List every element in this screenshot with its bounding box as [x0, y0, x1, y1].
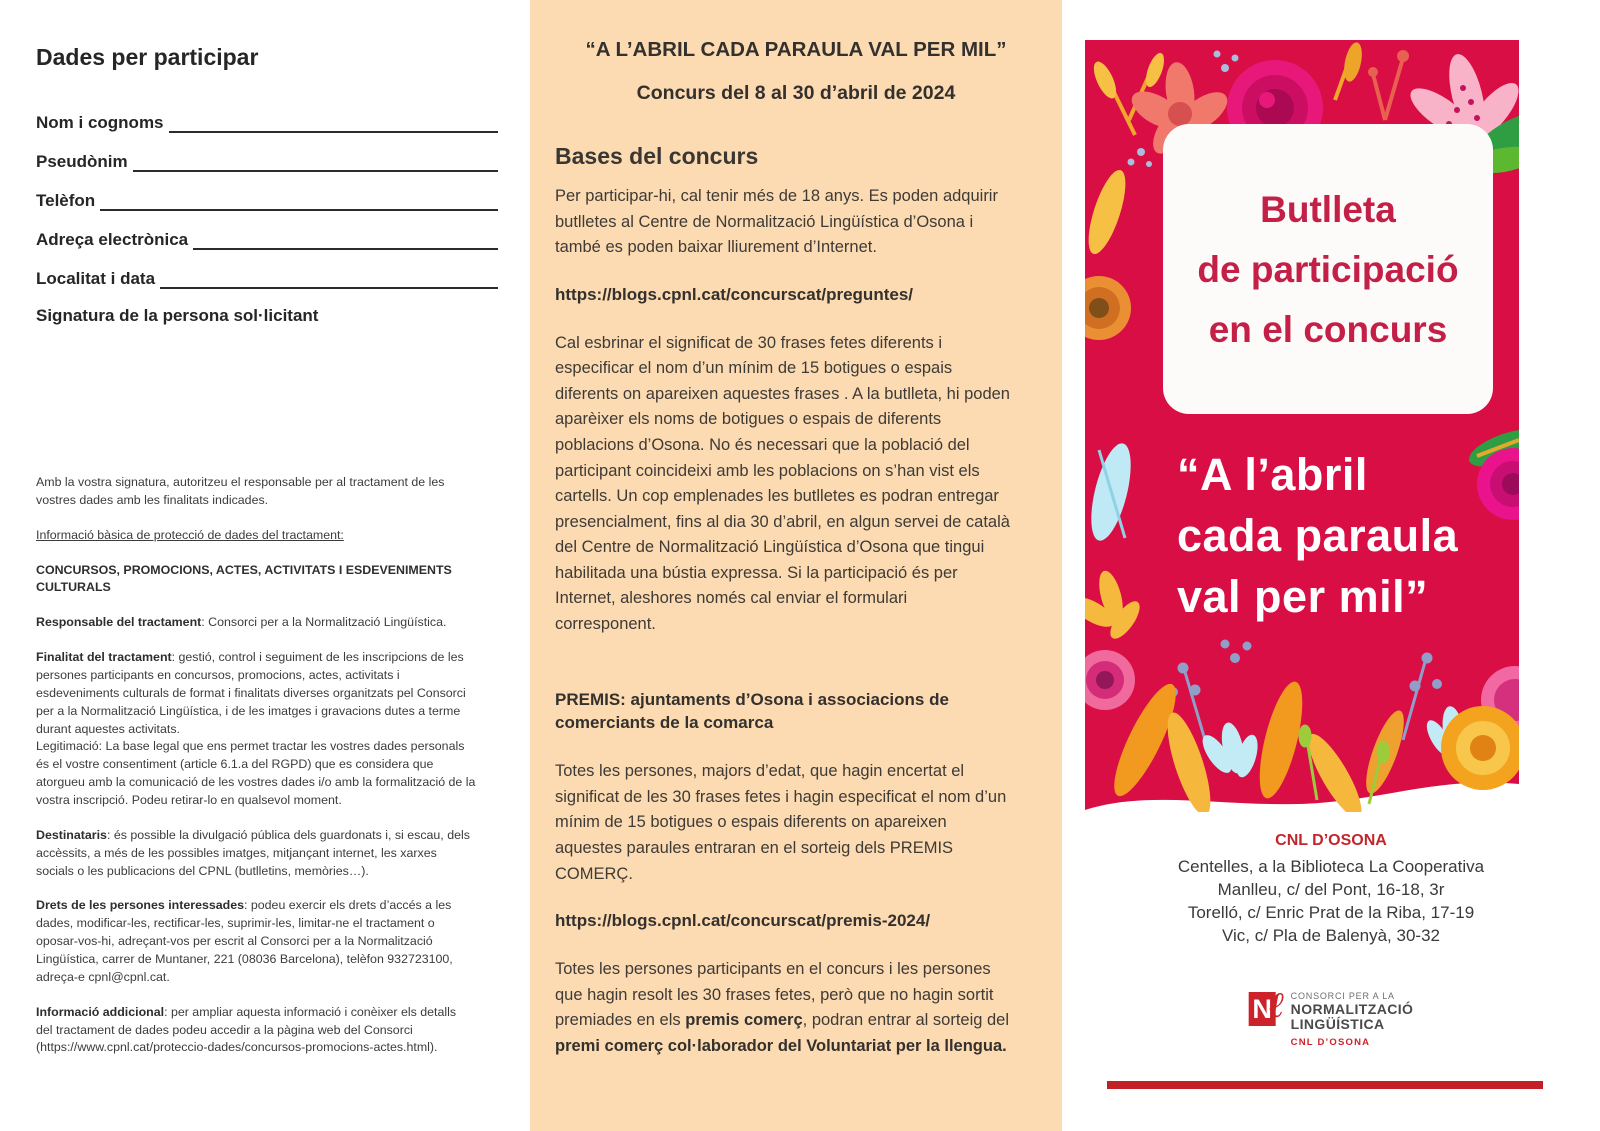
contest-poster [1085, 40, 1519, 812]
drets-text: : podeu exercir els drets d’accés a les dades, modificar-les, rectificar-les, suprimir-les, limitar-ne el tractament o oposar-vos-hi, adreçant-vos per escrit al Consorci per a la Normalització Lingüística, carrer de Muntaner, 221 (08036 Barcelona), telèfon 932723100, adreça-e cpnl@cpnl.cat. [36, 898, 453, 984]
form-row-localitat [36, 267, 498, 289]
destinataris-text: : és possible la divulgació pública dels guardonats i, si escau, dels accèssits, a més de les possibles imatges, mitjançant internet, les xarxes socials o les publicacions del CPNL (butlletins, memòries…). [36, 827, 470, 878]
voluntariat-paragraph [555, 957, 1010, 1059]
address-vic: Vic, c/ Pla de Balenyà, 30-32 [1222, 926, 1440, 945]
footer-red-bar [1107, 1081, 1543, 1089]
cpnl-logo-icon [1249, 985, 1291, 1030]
legitimacio-text: Legitimació: La base legal que ens permet tractar les vostres dades personals és el vostre consentiment (article 6.1.a del RGPD) que es considera que atorgueu amb la comunicació de les vostres dades i/o amb la formalització de la vostra inscripció. Podeu retirar-lo en qualsevol moment. [36, 739, 476, 808]
poster-title [1163, 128, 1493, 412]
logo-org-line-2: NORMALITZACIÓ [1290, 1001, 1414, 1017]
adreca-input-line [193, 230, 498, 250]
form-title: Dades per participar [36, 44, 259, 70]
drets-paragraph [36, 897, 476, 986]
form-row-nom [36, 111, 498, 133]
form-row-pseudonim [36, 150, 498, 172]
address-centelles: Centelles, a la Biblioteca La Cooperativa [1177, 857, 1485, 876]
poster-quote-line-3: val per mil” [1177, 571, 1429, 622]
telefon-label: Telèfon [36, 191, 96, 210]
cpnl-logo [1249, 985, 1414, 1048]
responsable-label: Responsable del tractament [36, 615, 202, 630]
poster-title-line-1: Butlleta [1260, 189, 1396, 230]
panel-contest-rules [530, 0, 1062, 1131]
destinataris-paragraph [36, 827, 476, 881]
cnl-address-block [1062, 832, 1600, 947]
bases-paragraph-2: Cal esbrinar el significat de 30 frases fetes diferents i especificar el nom d’un mínim de 15 botigues o espais diferents on apareixen aquestes frases . A la butlleta, hi poden aparèixer els noms de botigues o espais de diferents poblacions d’Osona. No és necessari que la població del participant coincideixi amb les poblacions on s’han vist els cartells. Un cop emplenades les butlletes es podran entregar presencialment, fins al dia 30 d’abril, en algun servei de català del Centre de Normalització Lingüística d’Osona que tingui habilitada una bústia expressa. Si la participació és per Internet, aleshores només cal enviar el formulari corresponent. [555, 333, 1010, 633]
voluntariat-text-1: Totes les persones participants en el concurs i les persones que hagin resolt les 30 frases fetes, però que no hagin sortit premiades en els [555, 960, 994, 1030]
legal-notice [36, 474, 476, 1057]
localitat-label: Localitat i data [36, 269, 156, 288]
logo-org-line-3: LINGÜÍSTICA [1290, 1016, 1385, 1032]
bases-heading: Bases del concurs [555, 143, 759, 169]
privacy-caps: CONCURSOS, PROMOCIONS, ACTES, ACTIVITATS I ESDEVENIMENTS CULTURALS [36, 562, 452, 595]
poster-title-line-3: en el concurs [1208, 309, 1448, 350]
form-row-adreca [36, 228, 498, 250]
adreca-label: Adreça electrònica [36, 230, 189, 249]
drets-label: Drets de les persones interessades [36, 898, 244, 913]
localitat-input-line [160, 269, 498, 289]
pseudonim-input-line [133, 152, 498, 172]
privacy-heading: Informació bàsica de protecció de dades del tractament: [36, 527, 344, 542]
finalitat-text: : gestió, control i seguiment de les inscripcions de les persones participants en concursos, promocions, actes, activitats i esdeveniments culturals de format i finalitats diverses organitzats pel Consorci per a la Normalització Lingüística, i de les imatges i gravacions dutes a terme durant aquestes activitats. [36, 650, 466, 736]
finalitat-paragraph [36, 649, 476, 810]
panel-participation-form [0, 0, 530, 1131]
consent-text: Amb la vostra signatura, autoritzeu el responsable per al tractament de les vostres dades amb les finalitats indicades. [36, 475, 445, 507]
voluntariat-text-2: , podran entrar al sorteig del [802, 1011, 1010, 1030]
addicional-label: Informació addicional [36, 1004, 165, 1019]
destinataris-label: Destinataris [36, 827, 107, 842]
pseudonim-label: Pseudònim [36, 152, 128, 171]
finalitat-label: Finalitat del tractament [36, 650, 172, 665]
premi-collaborador-bold: premi comerç col·laborador del Voluntariat per la llengua. [555, 1036, 1007, 1055]
poster-quote-line-2: cada paraula [1177, 510, 1459, 561]
premis-paragraph: Totes les persones, majors d’edat, que hagin encertat el significat de les 30 frases fetes i hagin especificat el nom d’un mínim de 15 botigues o espais diferents on apareixen aquestes paraules entraran en el sorteig dels PREMIS COMERÇ. [555, 762, 1007, 883]
bases-paragraph-1: Per participar-hi, cal tenir més de 18 anys. Es poden adquirir butlletes al Centre de Normalització Lingüística d’Osona i també es poden baixar lliurement d’Internet. [555, 187, 998, 257]
logo-org-line-1: CONSORCI PER A LA [1290, 991, 1395, 1001]
cnl-osona-heading: CNL D’OSONA [1275, 832, 1387, 849]
telefon-input-line [100, 191, 498, 211]
premis-url-link[interactable]: https://blogs.cpnl.cat/concurscat/premis-2024/ [555, 911, 931, 931]
logo-n-monogram: N [1249, 992, 1276, 1026]
contest-dates: Concurs del 8 al 30 d’abril de 2024 [636, 82, 956, 104]
address-manlleu: Manlleu, c/ del Pont, 16-18, 3r [1217, 880, 1445, 899]
addicional-text: : per ampliar aquesta informació i conèixer els detalls del tractament de dades podeu accedir a la pàgina web del Consorci (https://www.cpnl.cat/proteccio-dades/concursos-promocions-actes.html). [36, 1004, 457, 1055]
poster-quote [1177, 444, 1458, 627]
signature-label: Signatura de la persona sol·licitant [36, 306, 319, 325]
panel-cover [1062, 0, 1600, 1131]
preguntes-url-link[interactable]: https://blogs.cpnl.cat/concurscat/preguntes/ [555, 284, 913, 304]
logo-cnl-osona-sub: CNL D’OSONA [1290, 1037, 1371, 1048]
premis-heading: PREMIS: ajuntaments d’Osona i associacions de comerciants de la comarca [555, 690, 949, 733]
responsable-paragraph [36, 614, 476, 632]
contest-title: “A L’ABRIL CADA PARAULA VAL PER MIL” [585, 38, 1007, 61]
premis-comerc-bold: premis comerç [685, 1011, 803, 1030]
nom-label: Nom i cognoms [36, 113, 164, 132]
logo-script-l: ℓ [1268, 985, 1284, 1026]
poster-title-line-2: de participació [1197, 249, 1459, 290]
poster-quote-line-1: “A l’abril [1177, 449, 1368, 500]
nom-input-line [169, 113, 498, 133]
address-torello: Torelló, c/ Enric Prat de la Riba, 17-19 [1187, 903, 1475, 922]
responsable-text: : Consorci per a la Normalització Lingüística. [201, 615, 447, 630]
addicional-paragraph [36, 1004, 476, 1058]
form-row-telefon [36, 189, 498, 211]
